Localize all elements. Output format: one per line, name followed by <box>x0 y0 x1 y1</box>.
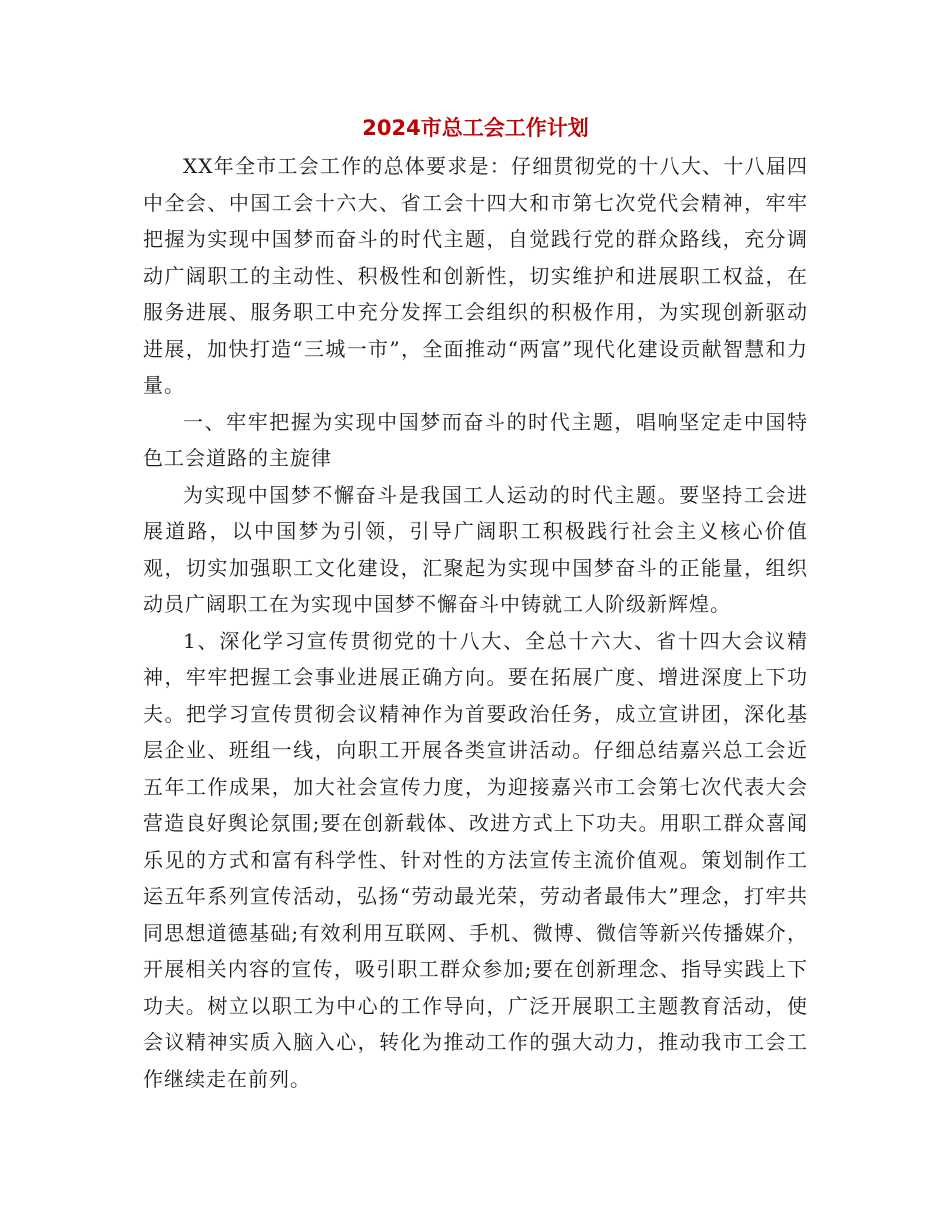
paragraph-section-1-intro: 为实现中国梦不懈奋斗是我国工人运动的时代主题。要坚持工会进展道路，以中国梦为引领，引导广阔职工积极践行社会主义核心价值观，切实加强职工文化建设，汇聚起为实现中国梦奋斗的正能量，组织动员广阔职工在为实现中国梦不懈奋斗中铸就工人阶级新辉煌。 <box>143 482 808 616</box>
paragraph-general-requirements: XX年全市工会工作的总体要求是：仔细贯彻党的十八大、十八届四中全会、中国工会十六大、省工会十四大和市第七次党代会精神，牢牢把握为实现中国梦而奋斗的时代主题，自觉践行党的群众路线，充分调动广阔职工的主动性、积极性和创新性，切实维护和进展职工权益，在服务进展、服务职工中充分发挥工会组织的积极作用，为实现创新驱动进展，加快打造“三城一市”，全面推动“两富”现代化建设贡献智慧和力量。 <box>143 154 808 397</box>
document-page <box>143 110 808 1097</box>
paragraph-item-1: 1、深化学习宣传贯彻党的十八大、全总十六大、省十四大会议精神，牢牢把握工会事业进展正确方向。要在拓展广度、增进深度上下功夫。把学习宣传贯彻会议精神作为首要政治任务，成立宣讲团，深化基层企业、班组一线，向职工开展各类宣讲活动。仔细总结嘉兴总工会近五年工作成果，加大社会宣传力度，为迎接嘉兴市工会第七次代表大会营造良好舆论氛围;要在创新载体、改进方式上下功夫。用职工群众喜闻乐见的方式和富有科学性、针对性的方法宣传主流价值观。策划制作工运五年系列宣传活动，弘扬“劳动最光荣，劳动者最伟大”理念，打牢共同思想道德基础;有效利用互联网、手机、微博、微信等新兴传播媒介，开展相关内容的宣传，吸引职工群众参加;要在创新理念、指导实践上下功夫。树立以职工为中心的工作导向，广泛开展职工主题教育活动，使会议精神实质入脑入心，转化为推动工作的强大动力，推动我市工会工作继续走在前列。 <box>143 628 808 1091</box>
document-title: 2024市总工会工作计划 <box>362 116 589 140</box>
section-heading-1: 一、牢牢把握为实现中国梦而奋斗的时代主题，唱响坚定走中国特色工会道路的主旋律 <box>143 409 808 470</box>
